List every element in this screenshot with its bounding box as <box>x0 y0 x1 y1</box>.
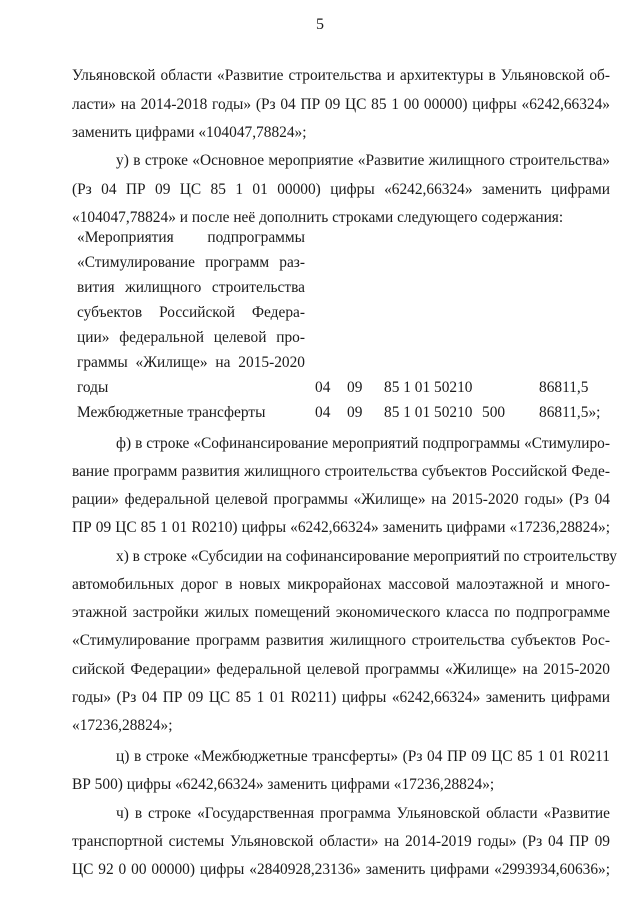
table-cell-sum: 86811,5»; <box>539 404 601 421</box>
table-row-label-line: годы <box>77 379 109 396</box>
text-line: ласти» на 2014-2018 годы» (Рз 04 ПР 09 ЦС 85 1 00 00000) цифры «6242,66324» <box>72 96 610 113</box>
text-line: ПР 09 ЦС 85 1 01 R0210) цифры «6242,66324» заменить цифрами «17236,28824»; <box>72 519 610 536</box>
text-line: заменить цифрами «104047,78824»; <box>72 124 307 141</box>
table-row-label: Межбюджетные трансферты <box>77 404 266 421</box>
table-cell-rz: 04 <box>315 404 331 421</box>
text-line: ЦС 92 0 00 00000) цифры «2840928,23136» заменить цифрами «2993934,60636»; <box>72 861 610 878</box>
table-cell-rz: 04 <box>315 379 331 396</box>
text-line: годы» (Рз 04 ПР 09 ЦС 85 1 01 R0211) цифры «6242,66324» заменить цифрами <box>72 689 610 706</box>
page-number: 5 <box>316 16 324 33</box>
table-cell-cs: 85 1 01 50210 <box>384 379 473 396</box>
table-row-label-line: вития жилищного строительства <box>77 279 305 296</box>
text-line: х) в строке «Субсидии на софинансирование мероприятий по строительству <box>116 548 617 565</box>
table-row-label-line: граммы «Жилище» на 2015-2020 <box>77 354 305 371</box>
text-line: у) в строке «Основное мероприятие «Развитие жилищного строительства» <box>116 152 610 169</box>
text-line: вание программ развития жилищного строительства субъектов Российской Феде- <box>72 463 610 480</box>
text-line: этажной застройки жилых помещений экономического класса по подпрограмме <box>72 604 610 621</box>
text-line: рации» федеральной целевой программы «Жилище» на 2015-2020 годы» (Рз 04 <box>72 491 610 508</box>
text-line: ч) в строке «Государственная программа Ульяновской области «Развитие <box>116 805 610 822</box>
table-cell-pr: 09 <box>347 404 363 421</box>
table-cell-pr: 09 <box>347 379 363 396</box>
table-cell-cs: 85 1 01 50210 <box>384 404 473 421</box>
table-row-label-line: ции» федеральной целевой про- <box>77 329 305 346</box>
text-line: «104047,78824» и после неё дополнить строками следующего содержания: <box>72 209 564 226</box>
table-cell-sum: 86811,5 <box>539 379 589 396</box>
text-line: Ульяновской области «Развитие строительства и архитектуры в Ульяновской об- <box>72 67 610 84</box>
text-line: «Стимулирование программ развития жилищного строительства субъектов Рос- <box>72 632 610 649</box>
text-line: автомобильных дорог в новых микрорайонах массовой малоэтажной и много- <box>72 576 610 593</box>
text-line: ВР 500) цифры «6242,66324» заменить цифрами «17236,28824»; <box>72 776 495 793</box>
text-line: ф) в строке «Софинансирование мероприятий подпрограммы «Стимулиро- <box>116 435 610 452</box>
text-line: сийской Федерации» федеральной целевой программы «Жилище» на 2015-2020 <box>72 661 610 678</box>
text-line: ц) в строке «Межбюджетные трансферты» (Рз 04 ПР 09 ЦС 85 1 01 R0211 <box>116 748 610 765</box>
table-cell-vr: 500 <box>482 404 506 421</box>
text-line: (Рз 04 ПР 09 ЦС 85 1 01 00000) цифры «6242,66324» заменить цифрами <box>72 181 610 198</box>
text-line: «17236,28824»; <box>72 717 173 734</box>
table-row-label-line: «Стимулирование программ раз- <box>77 254 305 271</box>
table-row-label-line: «Мероприятия подпрограммы <box>77 229 305 246</box>
text-line: транспортной системы Ульяновской области» на 2014-2019 годы» (Рз 04 ПР 09 <box>72 833 610 850</box>
table-row-label-line: субъектов Российской Федера- <box>77 304 305 321</box>
